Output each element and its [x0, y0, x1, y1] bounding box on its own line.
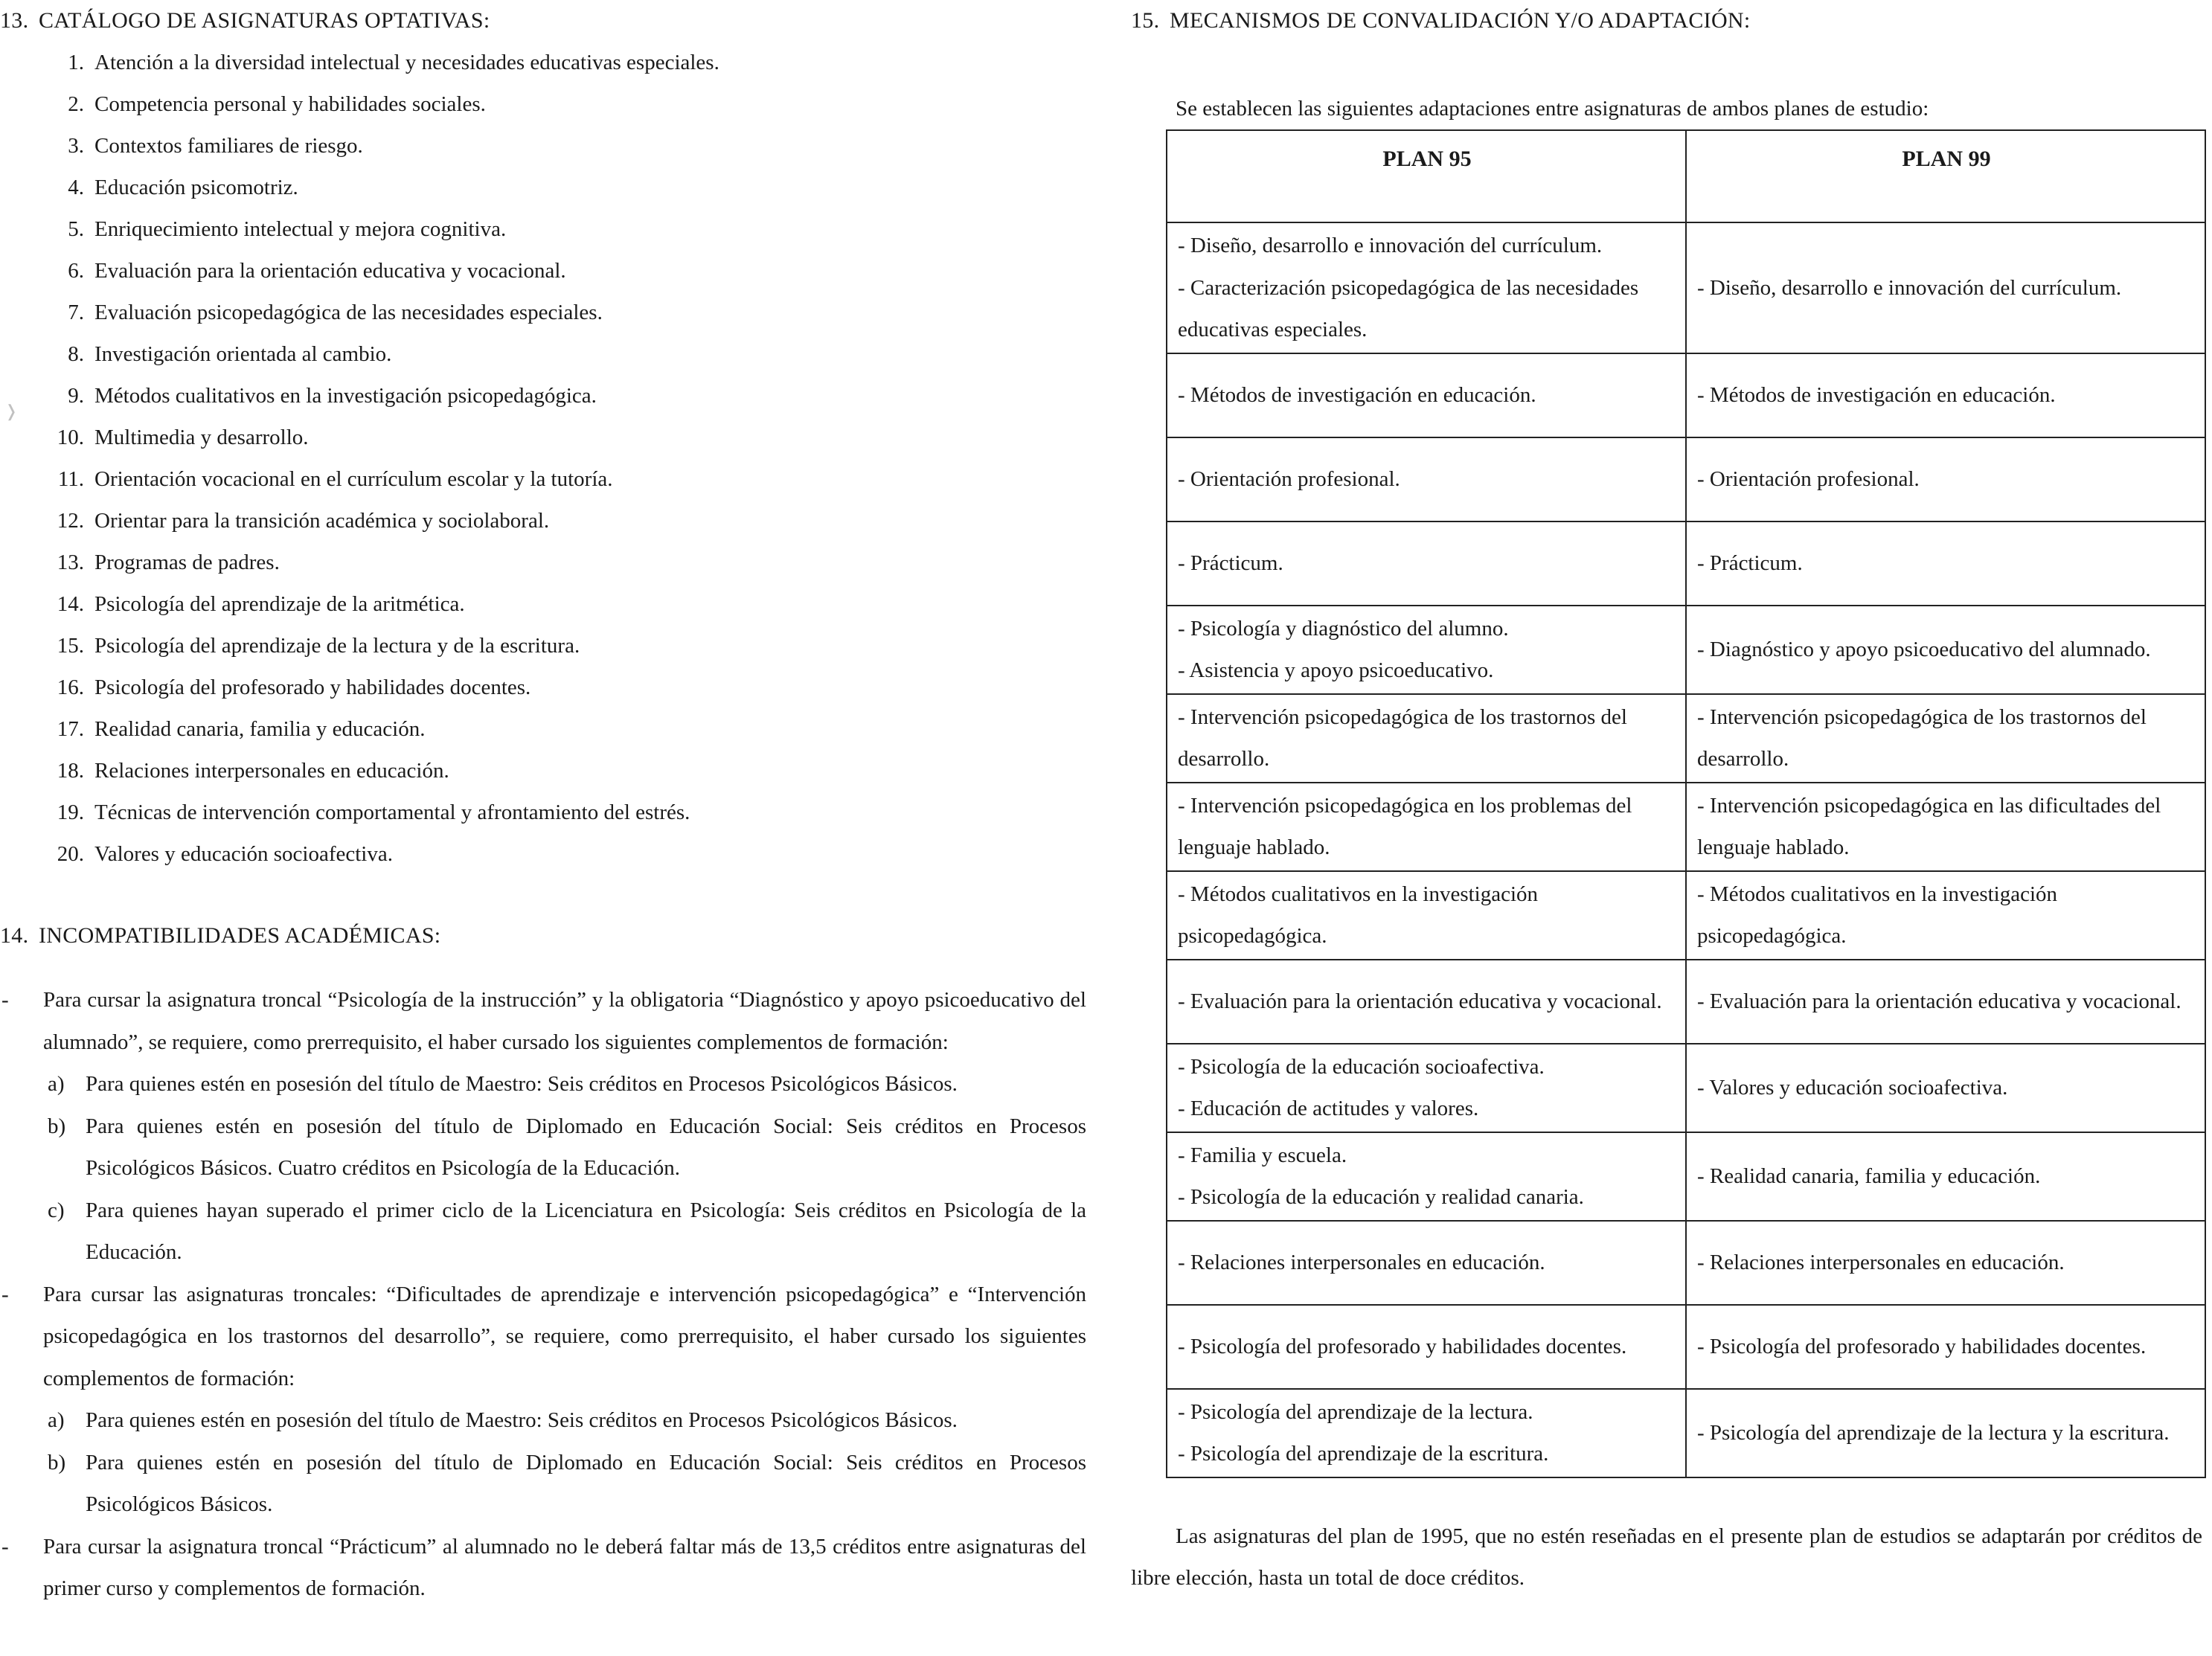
- list-item: [0, 792, 1086, 833]
- plan-95-cell: [1167, 222, 1686, 353]
- sub-item: [0, 1190, 1086, 1274]
- list-item: [0, 458, 1086, 500]
- plan-95-cell: [1167, 437, 1686, 521]
- plan-95-cell: [1167, 1389, 1686, 1477]
- item-text: Orientación vocacional en el currículum escolar y la tutoría.: [94, 467, 613, 491]
- item-text: Investigación orientada al cambio.: [94, 342, 392, 366]
- requirement-2-sublist: [0, 1399, 1086, 1526]
- plan-99-cell: [1686, 606, 2205, 694]
- section-15-adaptations: [1131, 0, 2202, 1599]
- sub-item: [0, 1442, 1086, 1526]
- item-number: 16.: [57, 675, 84, 699]
- plan-95-subject: - Relaciones interpersonales en educación.: [1178, 1250, 1545, 1274]
- plan-95-subject: - Psicología del aprendizaje de la lectura.: [1178, 1399, 1533, 1424]
- plan-95-subject: - Prácticum.: [1178, 551, 1283, 575]
- plan-95-cell: [1167, 606, 1686, 694]
- list-item: [0, 292, 1086, 333]
- table-row: [1167, 1305, 2205, 1389]
- section-13-number: 13.: [0, 8, 29, 33]
- plan-95-subject: - Diseño, desarrollo e innovación del currículum.: [1178, 234, 1603, 257]
- plan-99-subject: - Diseño, desarrollo e innovación del currículum.: [1697, 275, 2122, 300]
- plan-99-cell: [1686, 521, 2205, 606]
- sub-item-letter: a): [48, 1408, 65, 1432]
- item-number: 4.: [68, 176, 84, 199]
- list-item: [0, 333, 1086, 375]
- plan-99-cell: [1686, 1221, 2205, 1305]
- margin-mark: ❭: [4, 402, 19, 420]
- plan-95-cell: [1167, 960, 1686, 1044]
- item-number: 11.: [57, 467, 84, 491]
- plan-95-subject: - Evaluación para la orientación educativa y vocacional.: [1178, 989, 1662, 1013]
- plan-99-cell: [1686, 960, 2205, 1044]
- plan-99-subject: - Realidad canaria, familia y educación.: [1697, 1164, 2041, 1188]
- optional-subjects-list: [0, 42, 1086, 875]
- plan-99-subject: - Intervención psicopedagógica en las dificultades del lenguaje hablado.: [1697, 793, 2161, 859]
- plan-99-subject: - Diagnóstico y apoyo psicoeducativo del alumnado.: [1697, 637, 2151, 661]
- table-row: [1167, 694, 2205, 783]
- list-item: [0, 125, 1086, 167]
- item-text: Programas de padres.: [94, 551, 280, 574]
- sub-item-letter: c): [48, 1198, 65, 1222]
- plan-95-subject: - Psicología de la educación y realidad canaria.: [1178, 1185, 1584, 1209]
- plan-99-subject: - Evaluación para la orientación educativa y vocacional.: [1697, 989, 2181, 1013]
- list-item: [0, 42, 1086, 83]
- plan-99-subject: - Relaciones interpersonales en educación.: [1697, 1250, 2065, 1274]
- plan-99-subject: - Psicología del profesorado y habilidades docentes.: [1697, 1334, 2147, 1358]
- list-item: [0, 625, 1086, 667]
- adaptation-table: [1166, 129, 2206, 1478]
- table-row: [1167, 437, 2205, 521]
- plan-99-cell: [1686, 1389, 2205, 1477]
- section-13-catalog: [0, 0, 1086, 875]
- item-text: Relaciones interpersonales en educación.: [94, 759, 449, 783]
- requirement-text-2: Para cursar las asignaturas troncales: “Dificultades de aprendizaje e intervención psicopedagógica” e “Intervención psicopedagógica en los trastornos del desarrollo”, se requiere, como prerrequisito, el haber cursado los siguientes complementos de formación:: [43, 1282, 1086, 1390]
- plan-99-cell: [1686, 1132, 2205, 1221]
- plan-95-subject: - Métodos cualitativos en la investigación psicopedagógica.: [1178, 882, 1539, 948]
- item-number: 1.: [68, 51, 84, 74]
- plan-95-subject: - Caracterización psicopedagógica de las necesidades educativas especiales.: [1178, 275, 1639, 341]
- item-number: 18.: [57, 759, 84, 783]
- plan-99-subject: - Orientación profesional.: [1697, 466, 1920, 491]
- plan-95-cell: [1167, 694, 1686, 783]
- item-text: Evaluación para la orientación educativa y vocacional.: [94, 259, 566, 283]
- table-header-row: [1167, 130, 2205, 222]
- sub-item-letter: b): [48, 1450, 66, 1474]
- list-item: [0, 833, 1086, 875]
- item-number: 13.: [57, 551, 84, 574]
- item-text: Competencia personal y habilidades sociales.: [94, 92, 486, 116]
- item-text: Atención a la diversidad intelectual y necesidades educativas especiales.: [94, 51, 719, 74]
- bullet-dash: -: [1, 1534, 9, 1559]
- requirement-paragraph-1: [0, 979, 1086, 1063]
- right-column: [1131, 0, 2202, 1599]
- item-number: 17.: [57, 717, 84, 741]
- item-number: 8.: [68, 342, 84, 366]
- item-text: Enriquecimiento intelectual y mejora cognitiva.: [94, 217, 507, 241]
- item-number: 2.: [68, 92, 84, 116]
- section-15-number: 15.: [1131, 8, 1160, 33]
- list-item: [0, 667, 1086, 708]
- plan-95-cell: [1167, 1132, 1686, 1221]
- table-row: [1167, 353, 2205, 437]
- sub-item: [0, 1105, 1086, 1190]
- sub-item-text: Para quienes estén en posesión del título de Diplomado en Educación Social: Seis créditos en Procesos Psicológicos Básicos. Cuatro créditos en Psicología de la Educación.: [86, 1114, 1086, 1180]
- list-item: [0, 250, 1086, 292]
- item-number: 9.: [68, 384, 84, 408]
- table-row: [1167, 1221, 2205, 1305]
- plan-99-subject: - Métodos de investigación en educación.: [1697, 382, 2056, 407]
- list-item: [0, 542, 1086, 583]
- section-13-heading: [0, 0, 1086, 42]
- sub-item-text: Para quienes estén en posesión del título de Maestro: Seis créditos en Procesos Psicológicos Básicos.: [86, 1408, 958, 1432]
- plan-99-cell: [1686, 1044, 2205, 1132]
- plan-99-subject: - Psicología del aprendizaje de la lectura y la escritura.: [1697, 1420, 2170, 1445]
- item-number: 12.: [57, 509, 84, 533]
- sub-item-text: Para quienes estén en posesión del título de Maestro: Seis créditos en Procesos Psicológicos Básicos.: [86, 1072, 958, 1096]
- table-row: [1167, 783, 2205, 871]
- requirement-text-3: Para cursar la asignatura troncal “Prácticum” al alumnado no le deberá faltar más de 13,5 créditos entre asignaturas del primer curso y complementos de formación.: [43, 1534, 1086, 1600]
- plan-95-cell: [1167, 1044, 1686, 1132]
- requirement-1-sublist: [0, 1063, 1086, 1274]
- plan-95-subject: - Psicología de la educación socioafectiva.: [1178, 1054, 1545, 1079]
- list-item: [0, 417, 1086, 458]
- item-number: 20.: [57, 842, 84, 866]
- item-number: 3.: [68, 134, 84, 158]
- header-plan-95: PLAN 95: [1167, 130, 1686, 222]
- plan-99-cell: [1686, 783, 2205, 871]
- table-row: [1167, 871, 2205, 960]
- plan-95-subject: - Psicología del aprendizaje de la escritura.: [1178, 1442, 1549, 1466]
- table-row: [1167, 222, 2205, 353]
- requirement-text-1: Para cursar la asignatura troncal “Psicología de la instrucción” y la obligatoria “Diagnóstico y apoyo psicoeducativo del alumnado”, se requiere, como prerrequisito, el haber cursado los siguientes complementos de formación:: [43, 988, 1086, 1054]
- item-text: Evaluación psicopedagógica de las necesidades especiales.: [94, 301, 603, 324]
- table-row: [1167, 1389, 2205, 1477]
- bullet-dash: -: [1, 988, 9, 1012]
- item-text: Valores y educación socioafectiva.: [94, 842, 393, 866]
- list-item: [0, 208, 1086, 250]
- sub-item-letter: a): [48, 1072, 65, 1096]
- sub-item-letter: b): [48, 1114, 66, 1138]
- plan-95-cell: [1167, 871, 1686, 960]
- section-13-title: CATÁLOGO DE ASIGNATURAS OPTATIVAS:: [39, 8, 490, 33]
- plan-99-subject: - Valores y educación socioafectiva.: [1697, 1075, 2008, 1100]
- list-item: [0, 708, 1086, 750]
- section-14-incompatibilities: [0, 915, 1086, 1610]
- plan-99-cell: [1686, 353, 2205, 437]
- item-text: Multimedia y desarrollo.: [94, 426, 309, 449]
- list-item: [0, 83, 1086, 125]
- plan-99-cell: [1686, 694, 2205, 783]
- list-item: [0, 750, 1086, 792]
- plan-95-subject: - Métodos de investigación en educación.: [1178, 382, 1536, 407]
- bullet-dash: -: [1, 1282, 9, 1306]
- plan-95-cell: [1167, 1305, 1686, 1389]
- plan-99-subject: - Prácticum.: [1697, 551, 1803, 575]
- plan-95-cell: [1167, 1221, 1686, 1305]
- adaptation-table-body: [1167, 222, 2205, 1477]
- item-text: Métodos cualitativos en la investigación psicopedagógica.: [94, 384, 597, 408]
- plan-99-cell: [1686, 437, 2205, 521]
- item-text: Psicología del aprendizaje de la aritmética.: [94, 592, 465, 616]
- list-item: [0, 500, 1086, 542]
- plan-95-subject: - Asistencia y apoyo psicoeducativo.: [1178, 658, 1494, 682]
- item-number: 5.: [68, 217, 84, 241]
- sub-item-text: Para quienes hayan superado el primer ciclo de la Licenciatura en Psicología: Seis créditos en Psicología de la Educación.: [86, 1198, 1086, 1264]
- item-text: Psicología del profesorado y habilidades docentes.: [94, 675, 531, 699]
- item-text: Técnicas de intervención comportamental y afrontamiento del estrés.: [94, 800, 690, 824]
- table-row: [1167, 606, 2205, 694]
- plan-99-cell: [1686, 871, 2205, 960]
- plan-99-cell: [1686, 1305, 2205, 1389]
- item-text: Realidad canaria, familia y educación.: [94, 717, 426, 741]
- table-row: [1167, 521, 2205, 606]
- item-number: 15.: [57, 634, 84, 658]
- plan-99-subject: - Métodos cualitativos en la investigación psicopedagógica.: [1697, 882, 2058, 948]
- sub-item-text: Para quienes estén en posesión del título de Diplomado en Educación Social: Seis créditos en Procesos Psicológicos Básicos.: [86, 1450, 1086, 1516]
- table-row: [1167, 1132, 2205, 1221]
- table-row: [1167, 1044, 2205, 1132]
- plan-95-subject: - Orientación profesional.: [1178, 466, 1400, 491]
- list-item: [0, 375, 1086, 417]
- section-14-heading: [0, 915, 1086, 957]
- sub-item: [0, 1063, 1086, 1105]
- section-15-heading: [1131, 0, 2202, 42]
- item-text: Contextos familiares de riesgo.: [94, 134, 363, 158]
- table-row: [1167, 960, 2205, 1044]
- plan-95-subject: - Psicología y diagnóstico del alumno.: [1178, 616, 1509, 641]
- plan-95-cell: [1167, 353, 1686, 437]
- requirement-paragraph-3: [0, 1526, 1086, 1610]
- item-text: Orientar para la transición académica y sociolaboral.: [94, 509, 550, 533]
- plan-95-subject: - Psicología del profesorado y habilidades docentes.: [1178, 1334, 1627, 1358]
- item-text: Educación psicomotriz.: [94, 176, 298, 199]
- closing-paragraph: Las asignaturas del plan de 1995, que no estén reseñadas en el presente plan de estudios se adaptarán por créditos de libre elección, hasta un total de doce créditos.: [1131, 1524, 2202, 1590]
- sub-item: [0, 1399, 1086, 1442]
- plan-95-subject: - Intervención psicopedagógica de los trastornos del desarrollo.: [1178, 705, 1627, 771]
- item-number: 10.: [57, 426, 84, 449]
- plan-95-subject: - Intervención psicopedagógica en los problemas del lenguaje hablado.: [1178, 793, 1632, 859]
- item-number: 7.: [68, 301, 84, 324]
- list-item: [0, 167, 1086, 208]
- plan-95-cell: [1167, 521, 1686, 606]
- item-number: 14.: [57, 592, 84, 616]
- left-column: [0, 0, 1086, 1610]
- plan-99-subject: - Intervención psicopedagógica de los trastornos del desarrollo.: [1697, 705, 2147, 771]
- list-item: [0, 583, 1086, 625]
- section-14-number: 14.: [0, 923, 29, 948]
- item-number: 6.: [68, 259, 84, 283]
- item-text: Psicología del aprendizaje de la lectura y de la escritura.: [94, 634, 580, 658]
- plan-95-subject: - Familia y escuela.: [1178, 1143, 1347, 1167]
- plan-99-cell: [1686, 222, 2205, 353]
- adaptation-intro: Se establecen las siguientes adaptaciones entre asignaturas de ambos planes de estudio:: [1176, 97, 1929, 121]
- item-number: 19.: [57, 800, 84, 824]
- plan-95-subject: - Educación de actitudes y valores.: [1178, 1097, 1479, 1120]
- section-15-title: MECANISMOS DE CONVALIDACIÓN Y/O ADAPTACIÓN:: [1170, 8, 1751, 33]
- requirement-paragraph-2: [0, 1274, 1086, 1400]
- section-14-title: INCOMPATIBILIDADES ACADÉMICAS:: [39, 923, 441, 948]
- plan-95-cell: [1167, 783, 1686, 871]
- header-plan-99: PLAN 99: [1686, 130, 2205, 222]
